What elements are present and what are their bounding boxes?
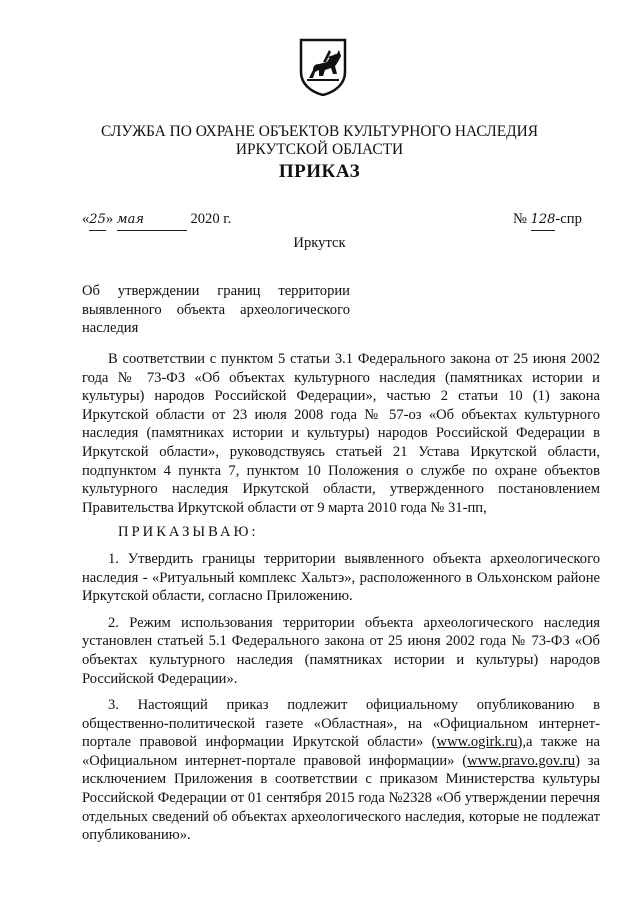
ogirk-link[interactable]: www.ogirk.ru [436, 734, 518, 751]
organization-name-line2: ИРКУТСКОЙ ОБЛАСТИ [235, 141, 404, 158]
order-item-1: 1. Утвердить границы территории выявленного объекта археологического наследия - «Ритуальный комплекс Хальтэ», расположенного в Ольхонском районе Иркутской области, согласно Приложению. [82, 550, 600, 605]
order-item-3 [82, 696, 600, 845]
item3-text-part2: ),а также на «Официальном интернет-портале правовой информации» ( [82, 734, 600, 769]
date-month: мая [117, 211, 187, 231]
item3-text-part3: ) за исключением Приложения в соответствии с приказом Министерства культуры Российской Федерации от 01 сентября 2015 года №2328 «Об утверждении перечня отдельных сведений об объектах археологического наследия, которые не подлежат опубликованию». [82, 752, 600, 844]
document-type-title: ПРИКАЗ [278, 161, 361, 182]
date-open-quote: « [82, 211, 90, 227]
pravo-gov-link[interactable]: www.pravo.gov.ru [467, 752, 576, 769]
date-day: 25 [89, 211, 106, 231]
document-date [82, 210, 231, 231]
document-body [82, 350, 600, 845]
number-value: 128 [531, 211, 556, 231]
date-close-quote: » [105, 211, 114, 227]
command-heading: ПРИКАЗЫВАЮ: [118, 524, 259, 541]
preamble-paragraph: В соответствии с пунктом 5 статьи 3.1 Федерального закона от 25 июня 2002 года № 73-ФЗ «Об объектах культурного наследия (памятниках истории и культуры) народов Российской Федерации», частью 2 статьи 10 (1) закона Иркутской области от 23 июля 2008 года № 57-оз «Об объектах культурного наследия (памятниках истории и культуры) народов Российской Федерации в Иркутской области», руководствуясь статьей 21 Устава Иркутской области, подпунктом 4 пункта 7, пунктом 10 Положения о службе по охране объектов культурного наследия Иркутской области, утвержденного постановлением Правительства Иркутской области от 9 марта 2010 года № 31-пп, [82, 351, 600, 516]
document-number [513, 210, 582, 231]
document-subject: Об утверждении границ территории выявленного объекта археологического наследия [82, 283, 350, 337]
order-item-2: 2. Режим использования территории объекта археологического наследия установлен статьей 5.1 Федерального закона от 25 июня 2002 года № 73-ФЗ «Об объектах культурного наследия (памятниках истории и культуры) народов Российской Федерации». [82, 614, 600, 687]
irkutsk-coat-of-arms-icon [299, 38, 347, 96]
date-year: 2020 г. [190, 211, 232, 227]
number-suffix: -спр [555, 211, 582, 227]
item3-text-part1: 3. Настоящий приказ подлежит официальному опубликованию в общественно-политической газете «Областная», на «Официальном интернет-портале правовой информации Иркутской области» ( [82, 697, 600, 751]
number-prefix: № [513, 211, 527, 227]
document-city: Иркутск [293, 235, 346, 251]
organization-name-line1: СЛУЖБА ПО ОХРАНЕ ОБЪЕКТОВ КУЛЬТУРНОГО НАСЛЕДИЯ [101, 123, 538, 140]
